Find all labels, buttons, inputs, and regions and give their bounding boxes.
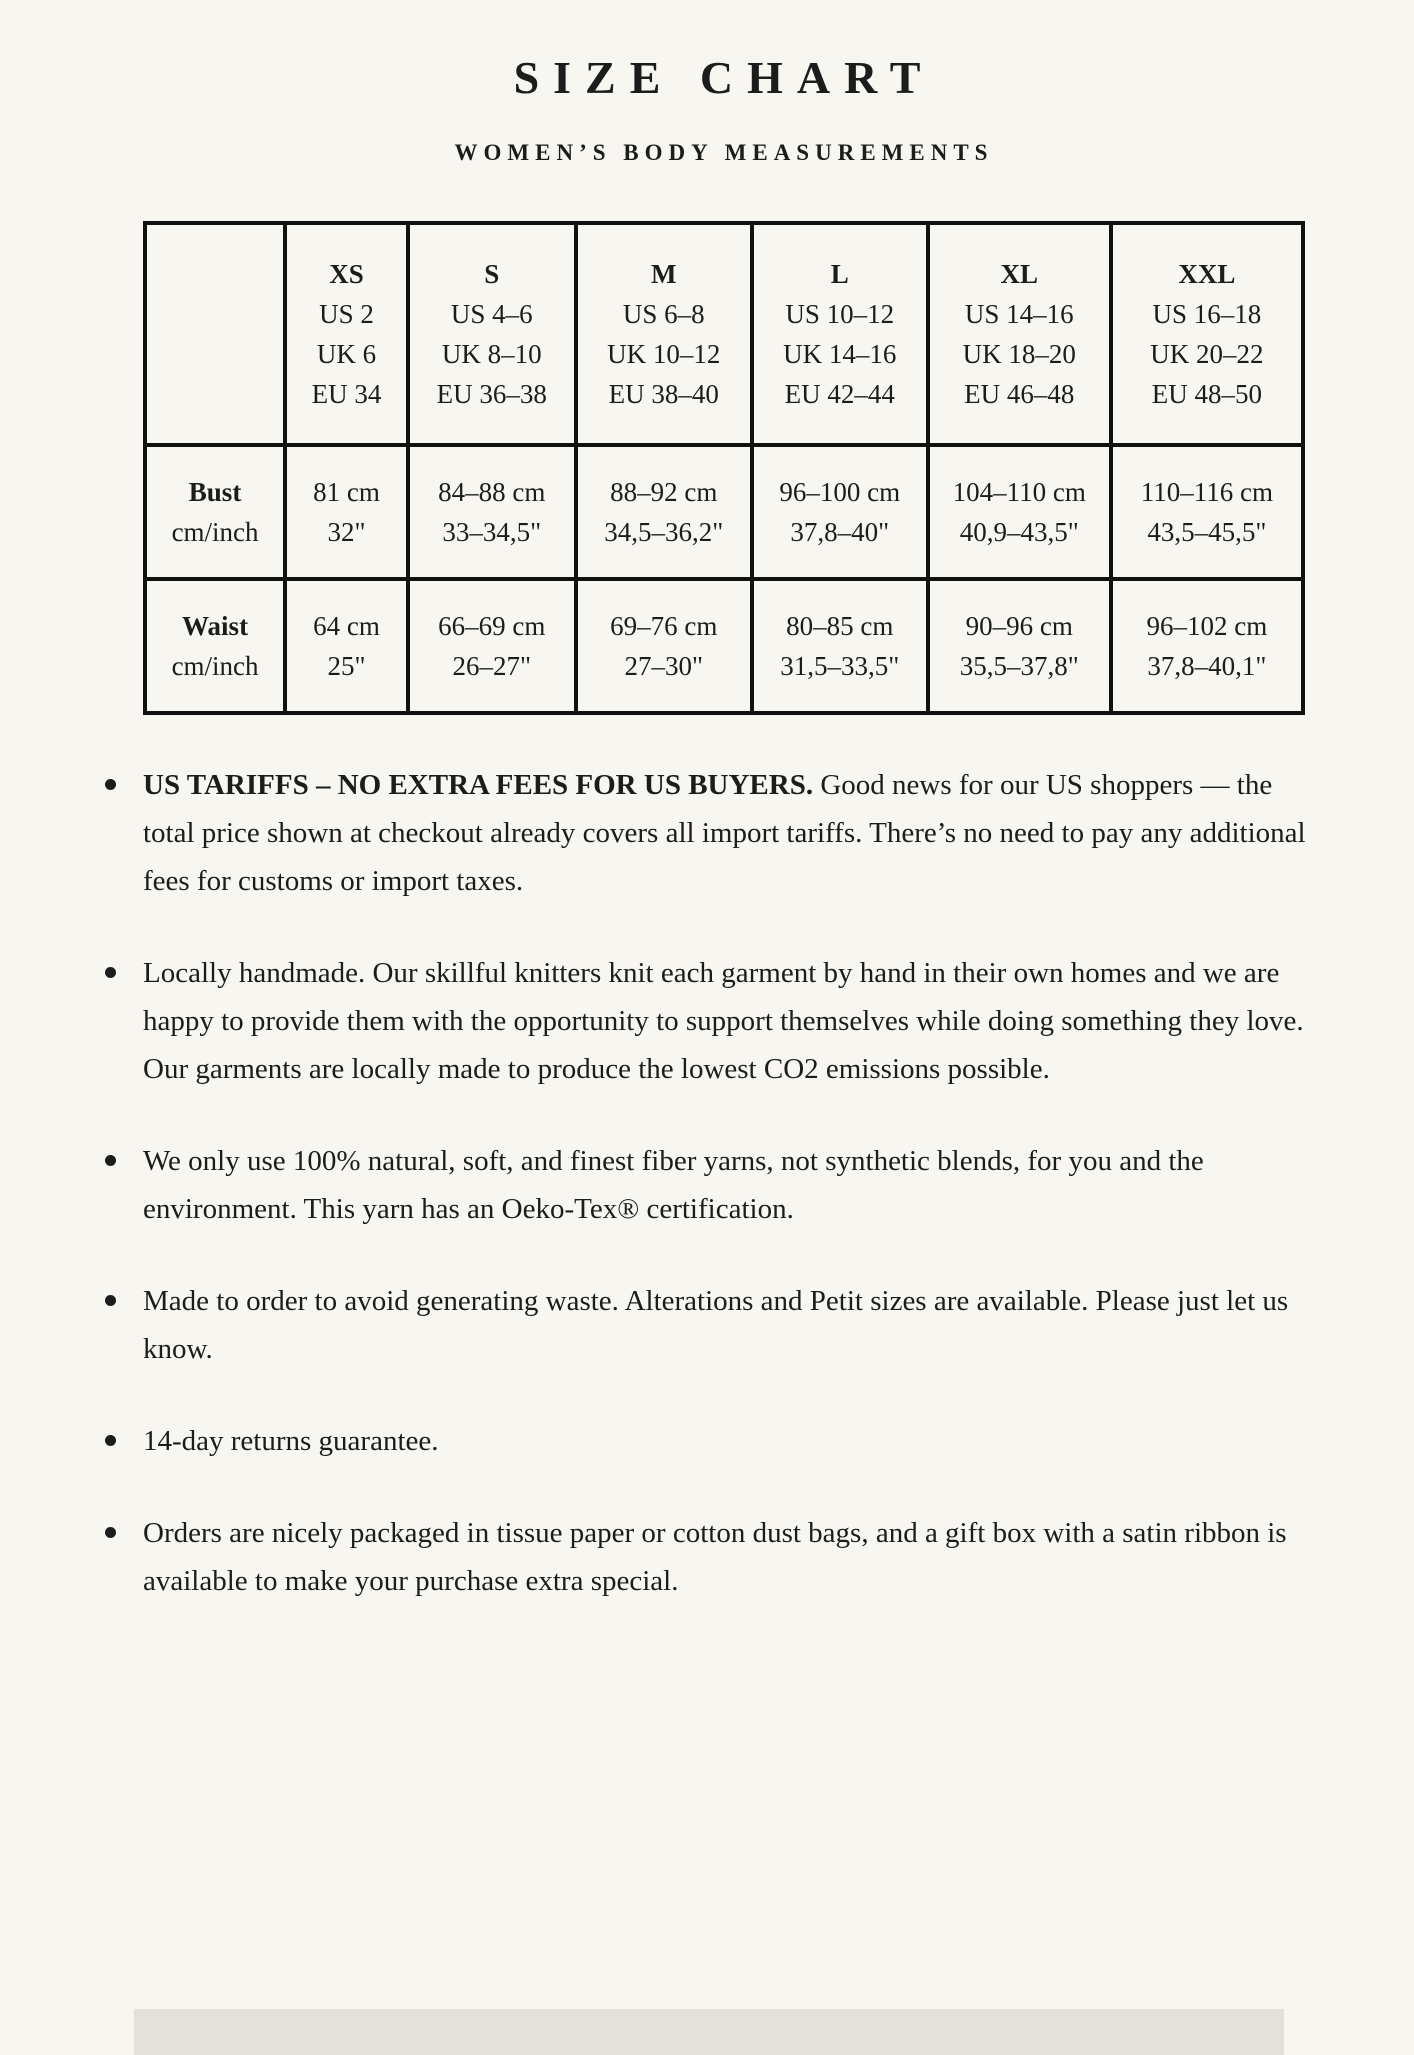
size-column-header-s [408,223,576,445]
value-cm: 84–88 cm [438,477,546,507]
size-column-header-l [752,223,928,445]
value-inch: 35,5–37,8" [959,651,1079,681]
size-column-header-m [576,223,752,445]
measurement-value-cell [1111,579,1303,713]
eu-size: EU 46–48 [964,379,1075,409]
note-item-text: 14-day returns guarantee. [143,1425,439,1457]
uk-size: UK 10–12 [607,339,721,369]
note-item-text: Locally handmade. Our skillful knitters knit each garment by hand in their own homes and we are happy to provide them with the opportunity to support themselves while doing something they love. Our garments are locally made to produce the lowest CO2 emissions possible. [143,957,1304,1085]
measurement-value-cell [285,579,408,713]
note-item-text: Good news for our US shoppers — the total price shown at checkout already covers all import tariffs. There’s no need to pay any additional fees for customs or import taxes. [143,769,1306,897]
note-item [143,1137,1313,1233]
measurement-row-waist [145,579,1303,713]
uk-size: UK 8–10 [441,339,542,369]
measurement-unit: cm/inch [171,651,259,681]
note-item-text: We only use 100% natural, soft, and finest fiber yarns, not synthetic blends, for you and the environment. This yarn has an Oeko-Tex® certification. [143,1145,1204,1225]
uk-size: UK 20–22 [1150,339,1264,369]
us-size: US 16–18 [1152,299,1262,329]
measurement-name: Waist [182,611,249,641]
us-size: US 2 [319,299,374,329]
value-cm: 80–85 cm [786,611,894,641]
measurement-name: Bust [188,477,242,507]
value-inch: 40,9–43,5" [959,517,1079,547]
value-cm: 66–69 cm [438,611,546,641]
eu-size: EU 38–40 [608,379,719,409]
page-content [143,52,1306,1605]
product-notes-list [143,761,1313,1605]
value-cm: 88–92 cm [610,477,718,507]
us-size: US 14–16 [964,299,1074,329]
note-item-text: Orders are nicely packaged in tissue paper or cotton dust bags, and a gift box with a satin ribbon is available to make your purchase extra special. [143,1517,1287,1597]
page-title: SIZE CHART [513,52,935,103]
value-inch: 27–30" [624,651,704,681]
note-item [143,1277,1313,1373]
eu-size: EU 48–50 [1151,379,1262,409]
value-cm: 104–110 cm [952,477,1086,507]
measurement-value-cell [576,445,752,579]
size-label: M [651,259,677,289]
value-inch: 26–27" [452,651,532,681]
size-chart-header-row [145,223,1303,445]
size-chart-table [143,221,1305,715]
measurement-value-cell [752,579,928,713]
value-cm: 96–102 cm [1146,611,1268,641]
note-item [143,949,1313,1093]
value-inch: 43,5–45,5" [1147,517,1267,547]
eu-size: EU 36–38 [436,379,547,409]
value-cm: 81 cm [313,477,380,507]
measurement-value-cell [408,579,576,713]
uk-size: UK 6 [316,339,377,369]
size-label: XXL [1178,259,1236,289]
value-inch: 25" [327,651,366,681]
size-column-header-xl [928,223,1111,445]
measurement-unit: cm/inch [171,517,259,547]
value-inch: 37,8–40" [790,517,890,547]
value-inch: 33–34,5" [442,517,542,547]
value-cm: 90–96 cm [965,611,1073,641]
us-size: US 6–8 [622,299,705,329]
value-cm: 69–76 cm [610,611,718,641]
measurement-value-cell [928,445,1111,579]
note-item [143,761,1313,905]
eu-size: EU 42–44 [784,379,895,409]
value-cm: 96–100 cm [779,477,901,507]
size-label: S [484,259,500,289]
note-item-bold-lead: US TARIFFS – NO EXTRA FEES FOR US BUYERS. [143,769,814,801]
value-inch: 32" [327,517,366,547]
note-item [143,1417,1313,1465]
page-subtitle: WOMEN’S BODY MEASUREMENTS [454,140,994,165]
uk-size: UK 18–20 [962,339,1076,369]
measurement-value-cell [408,445,576,579]
measurement-value-cell [576,579,752,713]
note-item-text: Made to order to avoid generating waste. Alterations and Petit sizes are available. Please just let us know. [143,1285,1289,1365]
next-section-block [134,2009,1284,2055]
value-cm: 64 cm [313,611,380,641]
measurement-row-bust [145,445,1303,579]
size-label: L [830,259,849,289]
size-label: XL [1000,259,1039,289]
measurement-label-cell [145,579,285,713]
us-size: US 10–12 [785,299,895,329]
measurement-value-cell [928,579,1111,713]
uk-size: UK 14–16 [783,339,897,369]
measurement-value-cell [285,445,408,579]
eu-size: EU 34 [311,379,382,409]
note-item [143,1509,1313,1605]
measurement-value-cell [1111,445,1303,579]
value-inch: 31,5–33,5" [780,651,900,681]
us-size: US 4–6 [450,299,533,329]
size-label: XS [329,259,364,289]
value-inch: 37,8–40,1" [1147,651,1267,681]
size-column-header-xs [285,223,408,445]
measurement-label-cell [145,445,285,579]
measurement-value-cell [752,445,928,579]
value-inch: 34,5–36,2" [604,517,724,547]
value-cm: 110–116 cm [1140,477,1273,507]
size-column-header-xxl [1111,223,1303,445]
table-corner-cell [145,223,285,445]
